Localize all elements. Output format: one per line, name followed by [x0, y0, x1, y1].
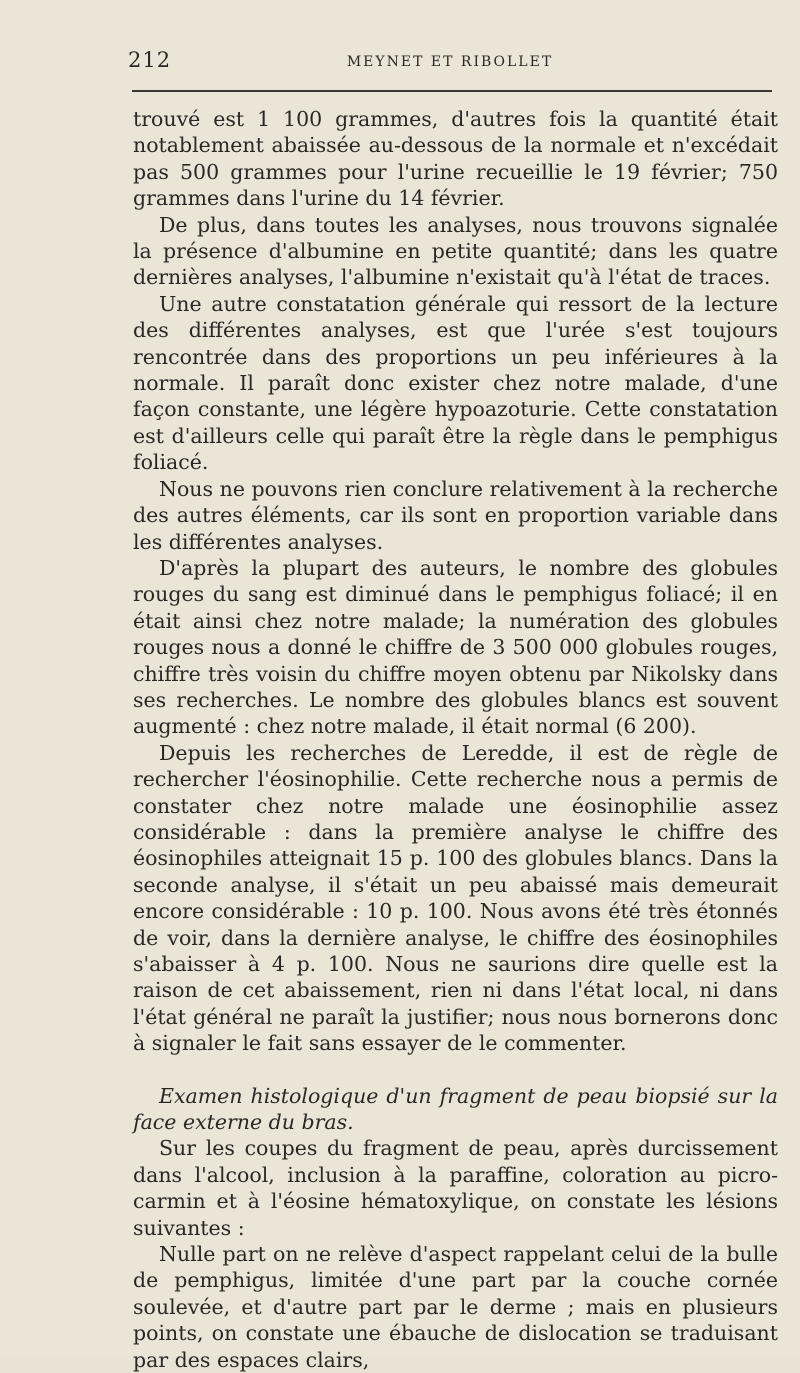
- paragraph: Sur les coupes du fragment de peau, après durcissement dans l'alcool, inclusion à la paraffine, coloration au picro-carmin et à l'éosine hématoxylique, on constate les lésions suivantes :: [133, 1136, 778, 1240]
- section-heading: Examen histologique d'un fragment de peau biopsié sur la face externe du bras.: [133, 1083, 778, 1135]
- body-text: [133, 106, 778, 1373]
- paragraph: Nous ne pouvons rien conclure relativement à la recherche des autres éléments, car ils sont en proportion variable dans les différentes analyses.: [133, 476, 778, 554]
- paragraph: Une autre constatation générale qui ressort de la lecture des différentes analyses, est que l'urée s'est toujours rencontrée dans des proportions un peu inférieures à la normale. Il paraît donc exister chez notre malade, d'une façon constante, une légère hypoazoturie. Cette constatation est d'ailleurs celle qui paraît être la règle dans le pemphigus foliacé.: [133, 291, 778, 475]
- paragraph: trouvé est 1 100 grammes, d'autres fois la quantité était notablement abaissée au-dessous de la normale et n'excédait pas 500 grammes pour l'urine recueillie le 19 février; 750 grammes dans l'urine du 14 février.: [133, 107, 778, 211]
- paragraph: Nulle part on ne relève d'aspect rappelant celui de la bulle de pemphigus, limitée d'une part par la couche cornée soulevée, et d'autre part par le derme ; mais en plusieurs points, on constate une ébauche de dislocation se traduisant par des espaces clairs,: [133, 1242, 778, 1372]
- paragraph: Depuis les recherches de Leredde, il est de règle de rechercher l'éosinophilie. Cette recherche nous a permis de constater chez notre malade une éosinophilie assez considérable : dans la première analyse le chiffre des éosinophiles atteignait 15 p. 100 des globules blancs. Dans la seconde analyse, il s'était un peu abaissé mais demeurait encore considérable : 10 p. 100. Nous avons été très étonnés de voir, dans la dernière analyse, le chiffre des éosinophiles s'abaisser à 4 p. 100. Nous ne saurions dire quelle est la raison de cet abaissement, rien ni dans l'état local, ni dans l'état général ne paraît la justifier; nous nous bornerons donc à signaler le fait sans essayer de le commenter.: [133, 740, 778, 1056]
- header-rule: [132, 90, 772, 92]
- running-title: MEYNET ET RIBOLLET: [346, 54, 554, 70]
- paragraph: D'après la plupart des auteurs, le nombre des globules rouges du sang est diminué dans le pemphigus foliacé; il en était ainsi chez notre malade; la numération des globules rouges nous a donné le chiffre de 3 500 000 globules rouges, chiffre très voisin du chiffre moyen obtenu par Nikolsky dans ses recherches. Le nombre des globules blancs est souvent augmenté : chez notre malade, il était normal (6 200).: [133, 555, 778, 739]
- page-number: 212: [128, 48, 172, 72]
- paragraph: De plus, dans toutes les analyses, nous trouvons signalée la présence d'albumine en petite quantité; dans les quatre dernières analyses, l'albumine n'existait qu'à l'état de traces.: [133, 212, 778, 290]
- running-head: [128, 48, 772, 82]
